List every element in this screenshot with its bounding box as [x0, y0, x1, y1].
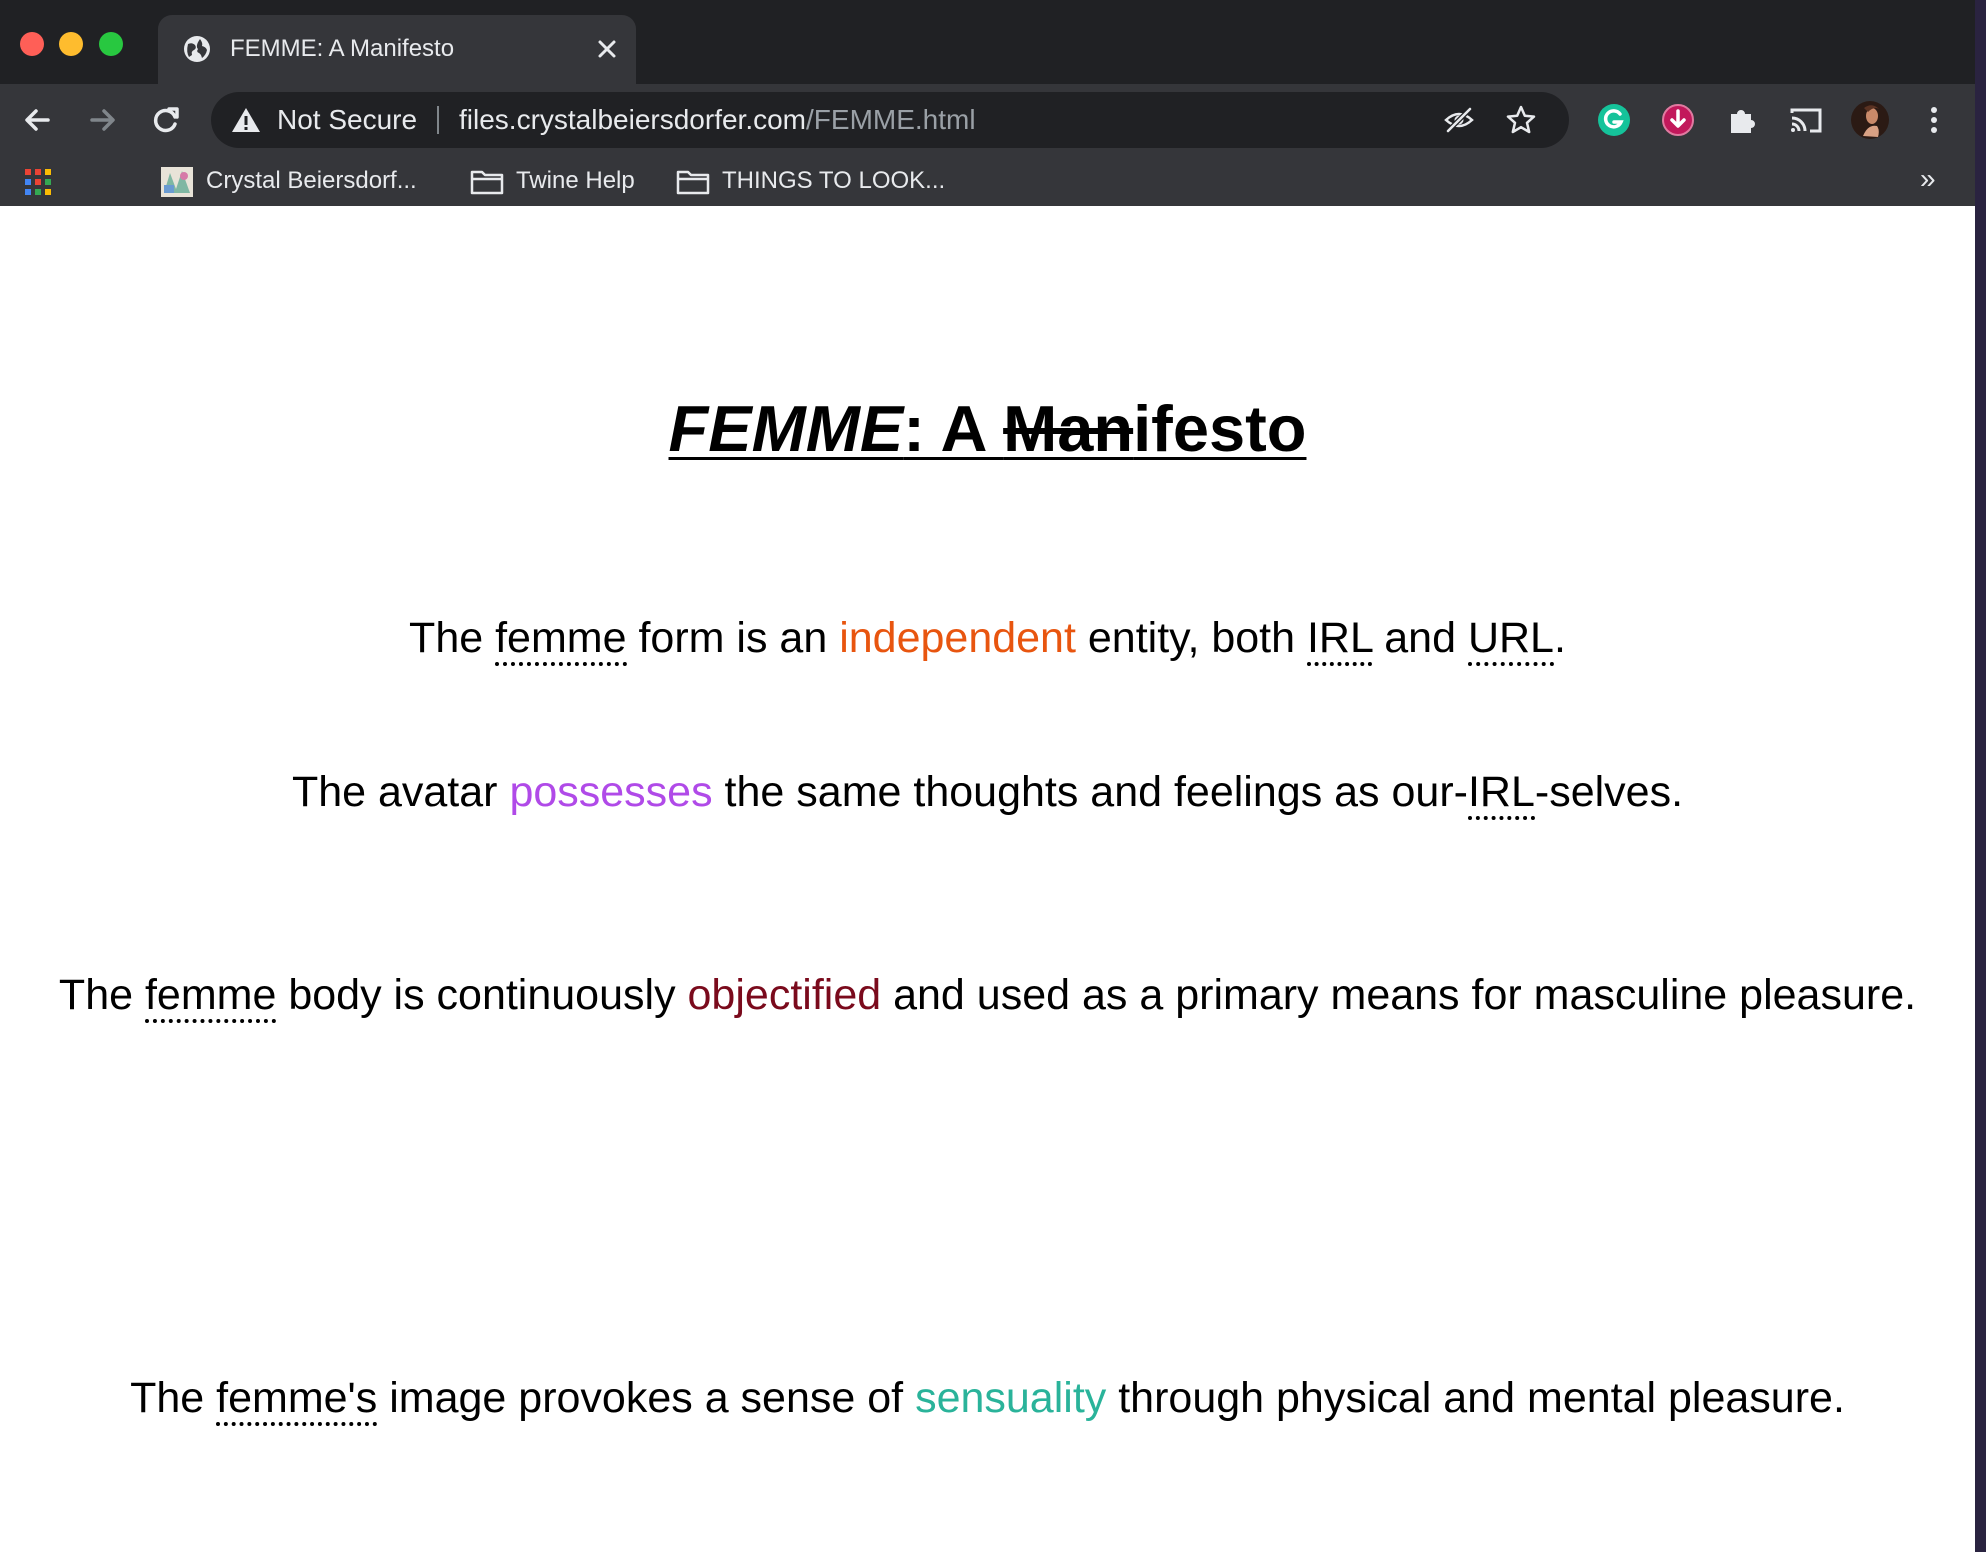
apps-grid-icon[interactable]	[24, 168, 52, 196]
bookmark-label: Twine Help	[516, 167, 635, 194]
text-segment: The	[130, 1374, 217, 1422]
back-arrow-icon[interactable]	[18, 100, 58, 140]
avatar[interactable]	[1850, 100, 1890, 140]
term-irl[interactable]: IRL	[1307, 614, 1372, 666]
term-femmes[interactable]: femme's	[216, 1374, 377, 1426]
bookmark-label: THINGS TO LOOK...	[722, 167, 946, 194]
text-segment: The	[409, 614, 496, 662]
highlight-sensuality: sensuality	[915, 1374, 1107, 1422]
warning-icon[interactable]	[231, 106, 261, 134]
url-text[interactable]	[459, 104, 976, 136]
text-segment: through physical and mental pleasure.	[1106, 1374, 1845, 1422]
url-path: /FEMME.html	[806, 104, 976, 135]
text-segment: The	[58, 971, 145, 1019]
cast-icon[interactable]	[1786, 100, 1826, 140]
desktop-background-edge	[1975, 0, 1986, 1552]
window-close-button[interactable]	[20, 32, 44, 56]
globe-icon	[182, 34, 212, 64]
forward-arrow-icon[interactable]	[82, 100, 122, 140]
bookmarks-bar	[0, 156, 1975, 206]
bookmark-label: Crystal Beiersdorf...	[206, 167, 417, 194]
tab-strip	[0, 0, 1975, 84]
bookmark-crystal-beiersdorfer[interactable]	[160, 166, 417, 196]
folder-icon	[676, 169, 710, 195]
manifesto-line-1	[0, 610, 1975, 666]
toolbar	[0, 84, 1975, 156]
highlight-possesses: possesses	[509, 768, 713, 816]
text-segment: form is an	[626, 614, 840, 662]
tab-title: FEMME: A Manifesto	[230, 35, 455, 62]
term-irl[interactable]: IRL	[1468, 768, 1535, 820]
bookmark-twine-help[interactable]	[470, 166, 635, 196]
term-femme[interactable]: femme	[495, 614, 626, 666]
page-title	[0, 389, 1975, 469]
text-segment: image provokes a sense of	[377, 1374, 916, 1422]
url-host: files.crystalbeiersdorfer.com	[459, 104, 807, 135]
title-femme: FEMME	[668, 392, 904, 465]
text-segment: The avatar	[291, 768, 510, 816]
text-segment: and used as a primary means for masculine pleasure.	[881, 971, 1917, 1019]
grammarly-extension-icon[interactable]	[1594, 100, 1634, 140]
bookmarks-overflow-button[interactable]: »	[1920, 163, 1936, 194]
folder-icon	[470, 169, 504, 195]
address-bar[interactable]	[211, 92, 1569, 148]
term-url[interactable]: URL	[1468, 614, 1554, 666]
term-femme[interactable]: femme	[145, 971, 276, 1023]
download-extension-icon[interactable]	[1658, 100, 1698, 140]
highlight-objectified: objectified	[687, 971, 882, 1019]
highlight-independent: independent	[839, 614, 1076, 662]
reload-icon[interactable]	[146, 100, 186, 140]
address-divider	[437, 106, 439, 134]
kebab-menu-icon[interactable]	[1914, 100, 1954, 140]
manifesto-line-2	[0, 764, 1975, 820]
text-segment: .	[1553, 614, 1566, 662]
window-minimize-button[interactable]	[59, 32, 83, 56]
tab-active[interactable]	[158, 15, 636, 84]
eye-off-icon[interactable]	[1443, 104, 1475, 136]
text-segment: -selves.	[1534, 768, 1684, 816]
puzzle-extensions-icon[interactable]	[1722, 100, 1762, 140]
bookmark-things-to-look[interactable]	[676, 166, 945, 196]
close-icon[interactable]	[592, 34, 622, 64]
text-segment: body is continuously	[276, 971, 688, 1019]
title-ifesto: ifesto	[1133, 392, 1307, 465]
title-struck-man: Man	[1003, 392, 1134, 465]
manifesto-line-4	[0, 1370, 1975, 1426]
text-segment: entity, both	[1075, 614, 1307, 662]
manifesto-line-3	[0, 967, 1975, 1023]
text-segment: and	[1372, 614, 1468, 662]
page-content	[0, 206, 1975, 1552]
security-status-label[interactable]: Not Secure	[277, 104, 418, 135]
window-maximize-button[interactable]	[99, 32, 123, 56]
bookmark-star-icon[interactable]	[1505, 104, 1537, 136]
title-a: : A	[903, 392, 1004, 465]
text-segment: the same thoughts and feelings as our-	[712, 768, 1468, 816]
site-thumbnail-icon	[160, 167, 194, 197]
